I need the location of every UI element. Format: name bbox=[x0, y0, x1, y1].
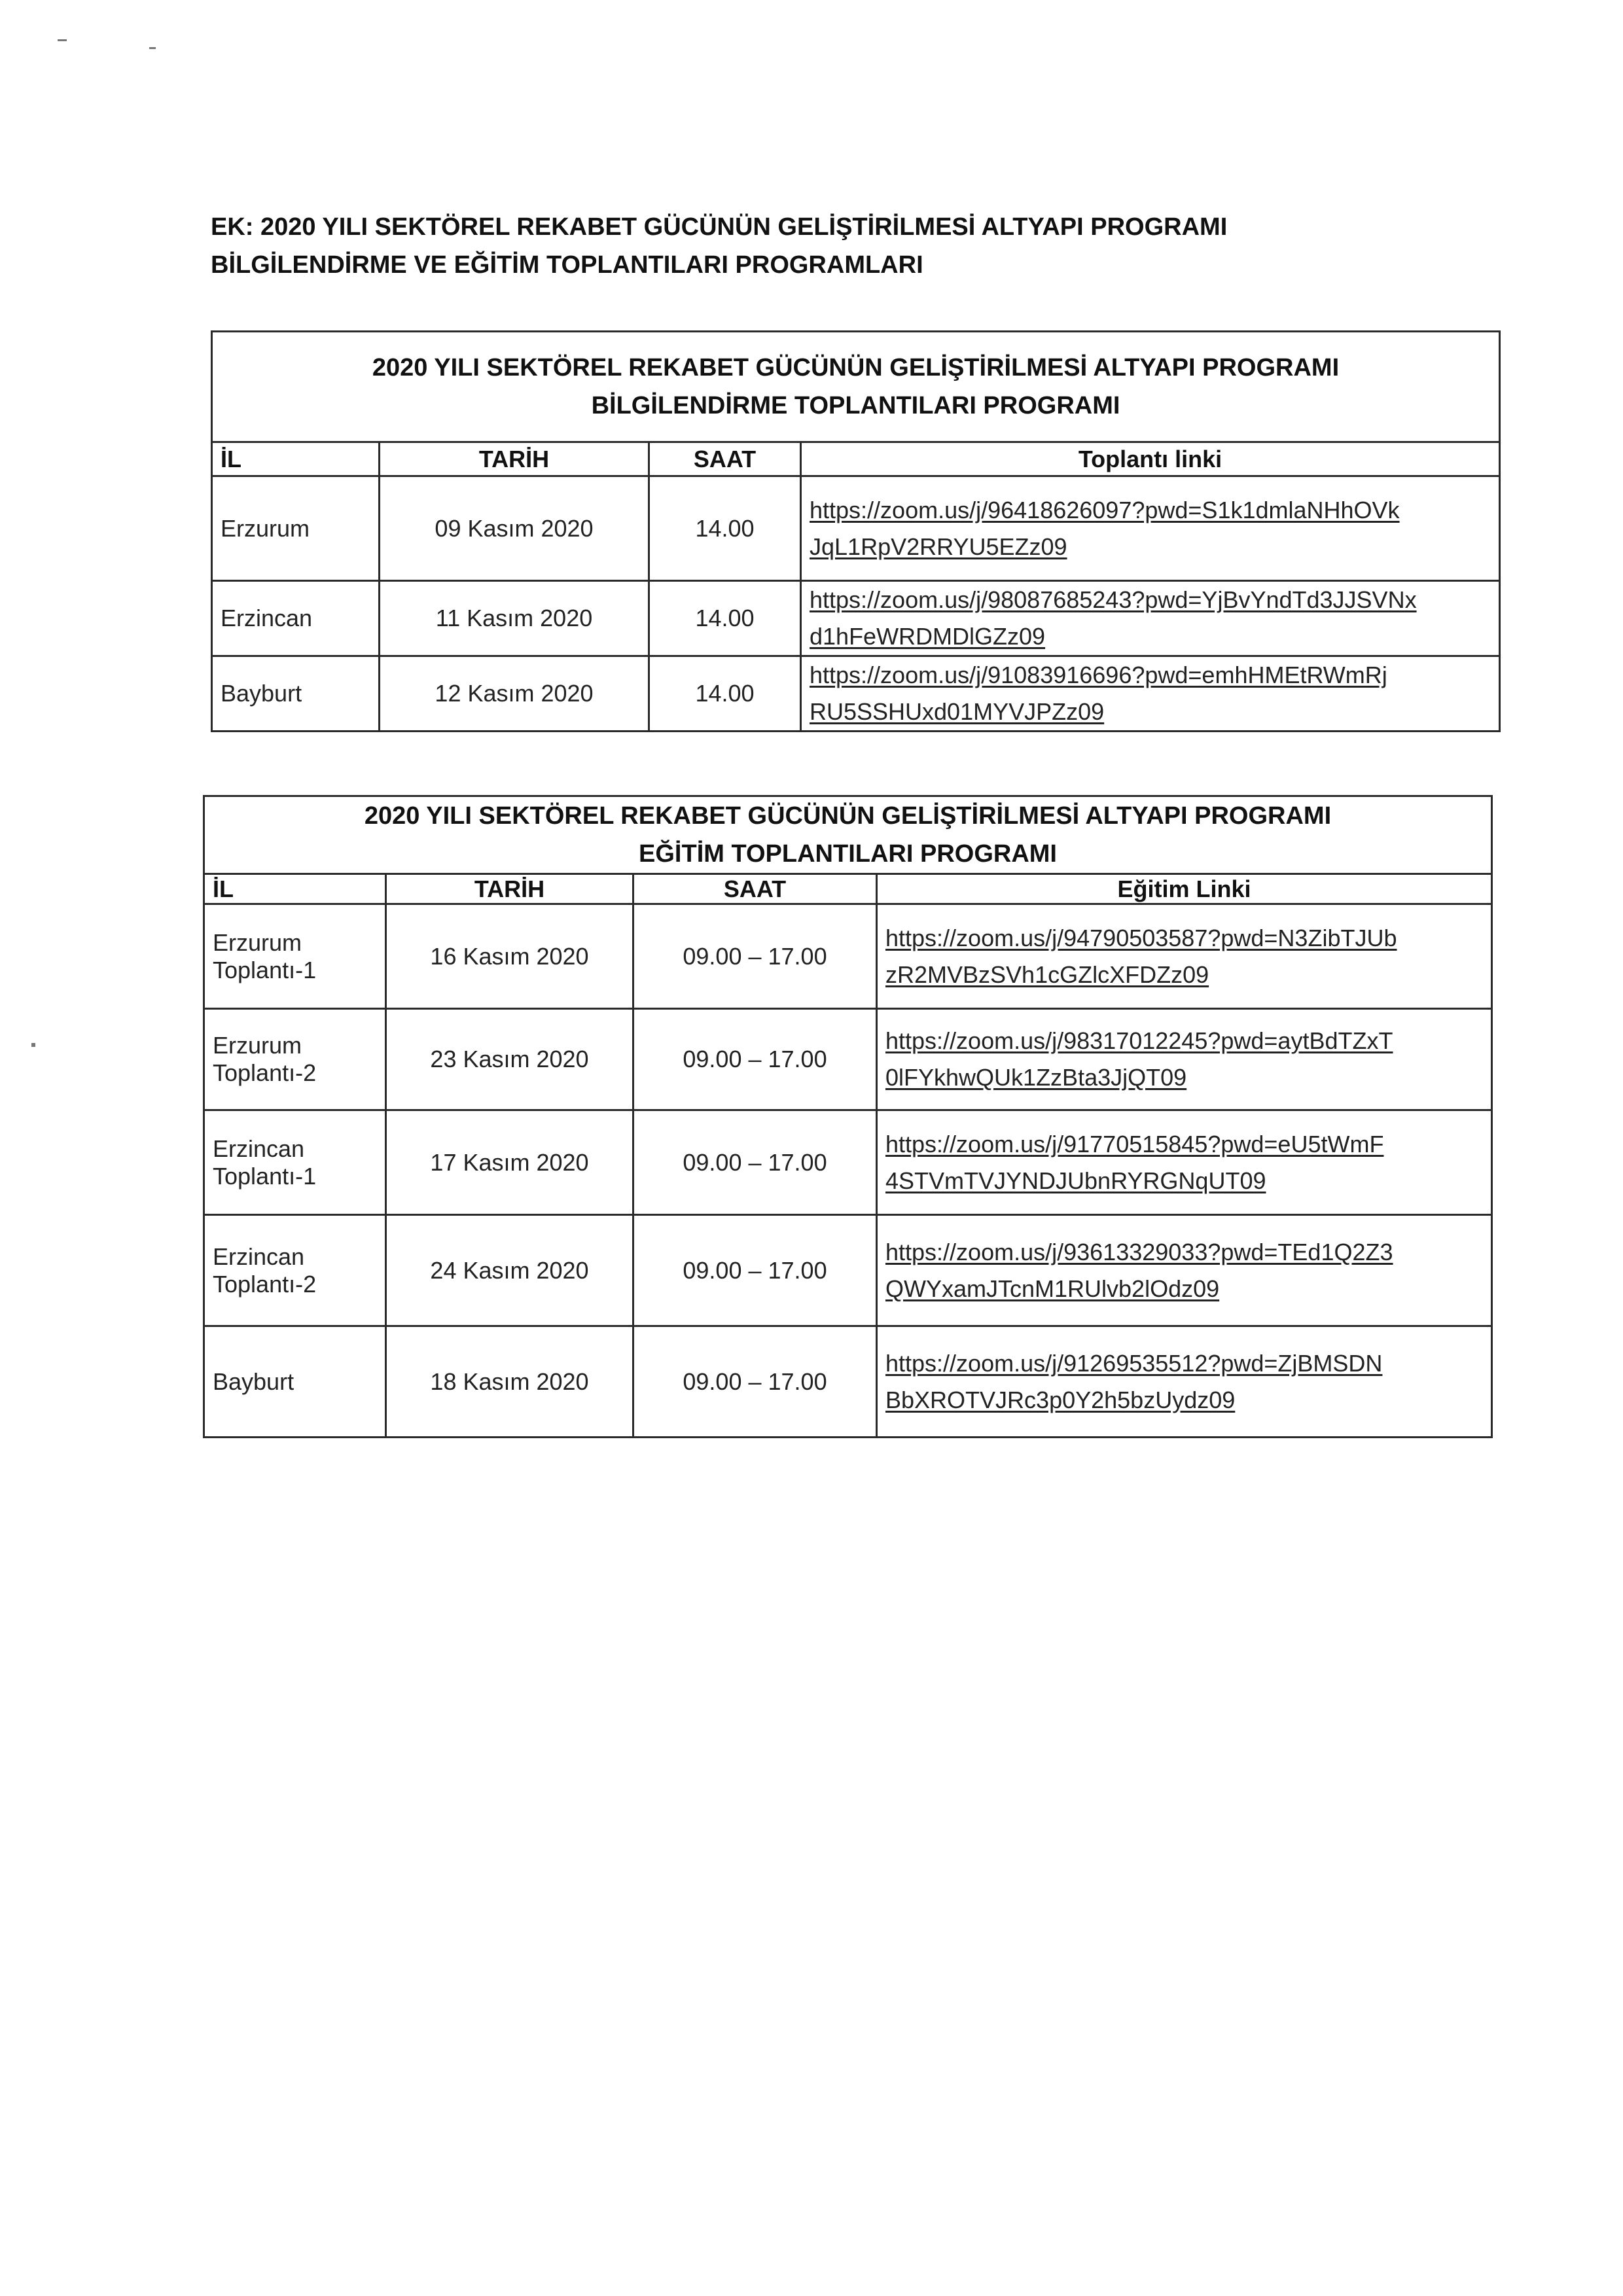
cell-link bbox=[877, 1215, 1492, 1326]
zoom-link-part-1: https://zoom.us/j/91269535512?pwd=ZjBMSDN bbox=[885, 1349, 1383, 1377]
table-title-line-2: EĞİTİM TOPLANTILARI PROGRAMI bbox=[639, 840, 1057, 868]
table-caption bbox=[212, 332, 1500, 442]
table-row bbox=[204, 904, 1492, 1009]
cell-link bbox=[801, 656, 1500, 732]
cell-tarih: 24 Kasım 2020 bbox=[386, 1215, 633, 1326]
zoom-link[interactable] bbox=[810, 582, 1491, 655]
zoom-link-part-2: RU5SSHUxd01MYVJPZz09 bbox=[810, 698, 1105, 725]
zoom-link[interactable] bbox=[885, 920, 1483, 993]
table-row bbox=[204, 1326, 1492, 1438]
page-title bbox=[211, 208, 1454, 284]
page-title-line-2: BİLGİLENDİRME VE EĞİTİM TOPLANTILARI PROGRAMLARI bbox=[211, 251, 923, 279]
table-caption bbox=[204, 796, 1492, 874]
table-row bbox=[204, 1009, 1492, 1110]
table-header-row bbox=[204, 874, 1492, 904]
zoom-link-part-1: https://zoom.us/j/98087685243?pwd=YjBvYndTd3JJSVNx bbox=[810, 586, 1417, 613]
cell-saat: 09.00 – 17.00 bbox=[633, 1215, 877, 1326]
zoom-link-part-1: https://zoom.us/j/91770515845?pwd=eU5tWmF bbox=[885, 1130, 1384, 1157]
column-header-tarih: TARİH bbox=[380, 442, 649, 476]
column-header-saat: SAAT bbox=[633, 874, 877, 904]
cell-il-city: Bayburt bbox=[213, 1368, 294, 1395]
scan-speck bbox=[149, 47, 156, 49]
table-caption-row bbox=[204, 796, 1492, 874]
zoom-link-part-1: https://zoom.us/j/96418626097?pwd=S1k1dmlaNHhOVk bbox=[810, 496, 1400, 523]
table-title-line-1: 2020 YILI SEKTÖREL REKABET GÜCÜNÜN GELİŞTİRİLMESİ ALTYAPI PROGRAMI bbox=[364, 802, 1332, 830]
zoom-link-part-2: QWYxamJTcnM1RUlvb2lOdz09 bbox=[885, 1275, 1220, 1302]
table-title-line-1: 2020 YILI SEKTÖREL REKABET GÜCÜNÜN GELİŞTİRİLMESİ ALTYAPI PROGRAMI bbox=[372, 354, 1340, 381]
zoom-link-part-2: BbXROTVJRc3p0Y2h5bzUydz09 bbox=[885, 1386, 1236, 1413]
cell-link bbox=[877, 1110, 1492, 1215]
cell-saat: 09.00 – 17.00 bbox=[633, 904, 877, 1009]
cell-il bbox=[204, 1009, 386, 1110]
zoom-link[interactable] bbox=[810, 657, 1491, 730]
cell-tarih: 18 Kasım 2020 bbox=[386, 1326, 633, 1438]
cell-il-session: Toplantı-1 bbox=[213, 956, 317, 983]
table-title-line-2: BİLGİLENDİRME TOPLANTILARI PROGRAMI bbox=[591, 392, 1120, 419]
cell-tarih: 11 Kasım 2020 bbox=[380, 581, 649, 656]
information-meetings-table bbox=[211, 330, 1501, 732]
table-row bbox=[212, 581, 1500, 656]
scan-speck bbox=[58, 39, 67, 41]
cell-il: Bayburt bbox=[212, 656, 380, 732]
zoom-link-part-1: https://zoom.us/j/91083916696?pwd=emhHMEtRWmRj bbox=[810, 662, 1387, 688]
cell-link bbox=[801, 476, 1500, 581]
column-header-link: Eğitim Linki bbox=[877, 874, 1492, 904]
zoom-link-part-2: JqL1RpV2RRYU5EZz09 bbox=[810, 533, 1067, 560]
zoom-link[interactable] bbox=[885, 1126, 1483, 1199]
zoom-link-part-1: https://zoom.us/j/94790503587?pwd=N3ZibTJUb bbox=[885, 924, 1397, 951]
zoom-link[interactable] bbox=[885, 1345, 1483, 1419]
cell-il bbox=[204, 1110, 386, 1215]
cell-saat: 09.00 – 17.00 bbox=[633, 1110, 877, 1215]
zoom-link-part-2: 0lFYkhwQUk1ZzBta3JjQT09 bbox=[885, 1064, 1187, 1091]
cell-il bbox=[204, 1326, 386, 1438]
column-header-il: İL bbox=[204, 874, 386, 904]
column-header-il: İL bbox=[212, 442, 380, 476]
cell-il bbox=[204, 1215, 386, 1326]
column-header-link: Toplantı linki bbox=[801, 442, 1500, 476]
column-header-saat: SAAT bbox=[649, 442, 801, 476]
zoom-link[interactable] bbox=[885, 1234, 1483, 1307]
table-header-row bbox=[212, 442, 1500, 476]
table-caption-row bbox=[212, 332, 1500, 442]
cell-saat: 14.00 bbox=[649, 476, 801, 581]
zoom-link-part-1: https://zoom.us/j/98317012245?pwd=aytBdTZxT bbox=[885, 1027, 1393, 1054]
cell-link bbox=[877, 904, 1492, 1009]
cell-tarih: 23 Kasım 2020 bbox=[386, 1009, 633, 1110]
cell-saat: 14.00 bbox=[649, 656, 801, 732]
page-title-line-1: EK: 2020 YILI SEKTÖREL REKABET GÜCÜNÜN GELİŞTİRİLMESİ ALTYAPI PROGRAMI bbox=[211, 213, 1228, 241]
training-meetings-table bbox=[203, 795, 1493, 1438]
zoom-link-part-2: d1hFeWRDMDlGZz09 bbox=[810, 623, 1046, 650]
cell-saat: 09.00 – 17.00 bbox=[633, 1009, 877, 1110]
zoom-link-part-2: 4STVmTVJYNDJUbnRYRGNqUT09 bbox=[885, 1167, 1266, 1194]
scan-speck bbox=[31, 1043, 35, 1047]
table-row bbox=[212, 656, 1500, 732]
zoom-link-part-1: https://zoom.us/j/93613329033?pwd=TEd1Q2Z3 bbox=[885, 1238, 1393, 1265]
zoom-link-part-2: zR2MVBzSVh1cGZlcXFDZz09 bbox=[885, 961, 1209, 988]
cell-tarih: 16 Kasım 2020 bbox=[386, 904, 633, 1009]
cell-tarih: 09 Kasım 2020 bbox=[380, 476, 649, 581]
zoom-link[interactable] bbox=[810, 492, 1491, 565]
cell-il-session: Toplantı-1 bbox=[213, 1162, 317, 1190]
cell-tarih: 12 Kasım 2020 bbox=[380, 656, 649, 732]
table-row bbox=[212, 476, 1500, 581]
column-header-tarih: TARİH bbox=[386, 874, 633, 904]
cell-il: Erzurum bbox=[212, 476, 380, 581]
zoom-link[interactable] bbox=[885, 1023, 1483, 1096]
cell-il-session: Toplantı-2 bbox=[213, 1270, 317, 1298]
cell-tarih: 17 Kasım 2020 bbox=[386, 1110, 633, 1215]
cell-il-session: Toplantı-2 bbox=[213, 1059, 317, 1086]
cell-il-city: Erzincan bbox=[213, 1135, 305, 1162]
cell-saat: 09.00 – 17.00 bbox=[633, 1326, 877, 1438]
cell-saat: 14.00 bbox=[649, 581, 801, 656]
cell-il-city: Erzurum bbox=[213, 928, 302, 956]
cell-link bbox=[801, 581, 1500, 656]
table-row bbox=[204, 1110, 1492, 1215]
cell-link bbox=[877, 1009, 1492, 1110]
table-row bbox=[204, 1215, 1492, 1326]
cell-il bbox=[204, 904, 386, 1009]
cell-link bbox=[877, 1326, 1492, 1438]
cell-il-city: Erzincan bbox=[213, 1243, 305, 1270]
cell-il-city: Erzurum bbox=[213, 1032, 302, 1059]
cell-il: Erzincan bbox=[212, 581, 380, 656]
